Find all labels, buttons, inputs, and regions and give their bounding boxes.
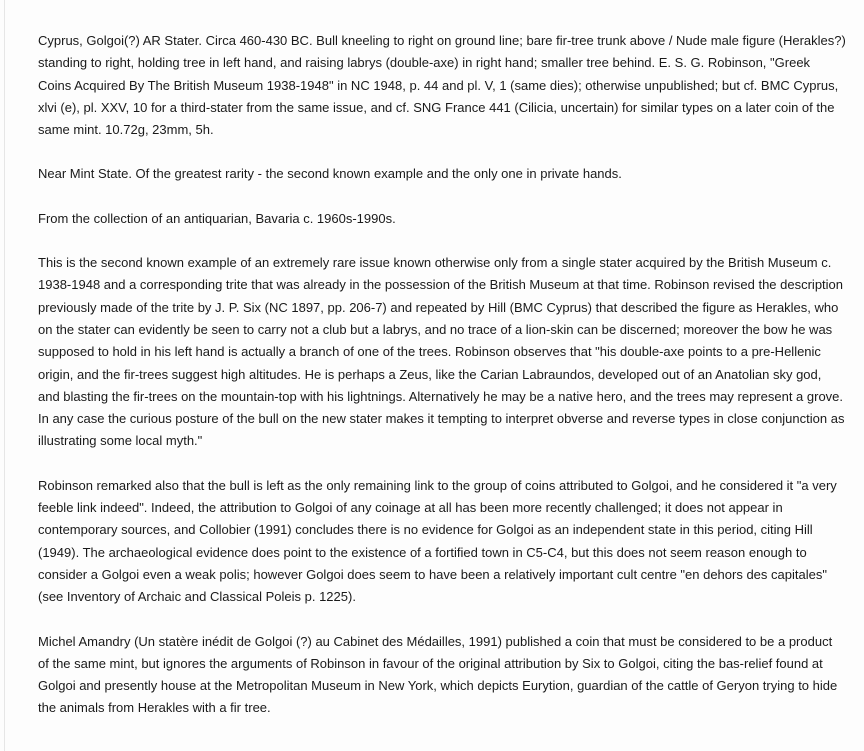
page-edge-divider: [4, 0, 5, 751]
commentary-paragraph-attribution: Robinson remarked also that the bull is left as the only remaining link to the group of coins attributed to Golgoi, and he considered it "a very feeble link indeed". Indeed, the attribution to Golgoi of any coinage at all has been more recently challenged; it does not appear in contemporary sources, and Collobier (1991) concludes there is no evidence for Golgoi as an independent state in this period, citing Hill (1949). The archaeological evidence does point to the existence of a fortified town in C5-C4, but this does not seem reason enough to consider a Golgoi even a weak polis; however Golgoi does seem to have been a relatively important cult centre "en dehors des capitales" (see Inventory of Archaic and Classical Poleis p. 1225).: [38, 477, 837, 605]
commentary-paragraph-amandry: Michel Amandry (Un statère inédit de Golgoi (?) au Cabinet des Médailles, 1991) published a coin that must be considered to be a product of the same mint, but ignores the arguments of Robinson in favour of the original attribution by Six to Golgoi, citing the bas-relief found at Golgoi and presently house at the Metropolitan Museum in New York, which depicts Eurytion, guardian of the cattle of Geryon trying to hide the animals from Herakles with a fir tree.: [38, 633, 838, 716]
commentary-paragraph-robinson: This is the second known example of an extremely rare issue known otherwise only from a single stater acquired by the British Museum c. 1938-1948 and a corresponding trite that was already in the possession of the British Museum at that time. Robinson revised the description previously made of the trite by J. P. Six (NC 1897, pp. 206-7) and repeated by Hill (BMC Cyprus) that described the figure as Herakles, who on the stater can evidently be seen to carry not a club but a labrys, and no trace of a lion-skin can be discerned; moreover the bow he was supposed to hold in his left hand is actually a branch of one of the trees. Robinson observes that "his double-axe points to a pre-Hellenic origin, and the fir-trees suggest high altitudes. He is perhaps a Zeus, like the Carian Labraundos, developed out of an Anatolian sky god, and blasting the fir-trees on the mountain-top with his lightnings. Alternatively he may be a native hero, and the trees may represent a grove. In any case the curious posture of the bull on the new stater makes it tempting to interpret obverse and reverse types in close conjunction as illustrating some local myth.": [38, 255, 845, 449]
grade-paragraph: Near Mint State. Of the greatest rarity - the second known example and the only one in private hands.: [38, 166, 622, 182]
lot-description: [38, 30, 846, 742]
coin-description-paragraph: Cyprus, Golgoi(?) AR Stater. Circa 460-430 BC. Bull kneeling to right on ground line; bare fir-tree trunk above / Nude male figure (Herakles?) standing to right, holding tree in left hand, and raising labrys (double-axe) in right hand; smaller tree behind. E. S. G. Robinson, "Greek Coins Acquired By The British Museum 1938-1948" in NC 1948, p. 44 and pl. V, 1 (same dies); otherwise unpublished; but cf. BMC Cyprus, xlvi (e), pl. XXV, 10 for a third-stater from the same issue, and cf. SNG France 441 (Cilicia, uncertain) for similar types on a later coin of the same mint. 10.72g, 23mm, 5h.: [38, 33, 846, 138]
provenance-paragraph: From the collection of an antiquarian, Bavaria c. 1960s-1990s.: [38, 210, 396, 226]
